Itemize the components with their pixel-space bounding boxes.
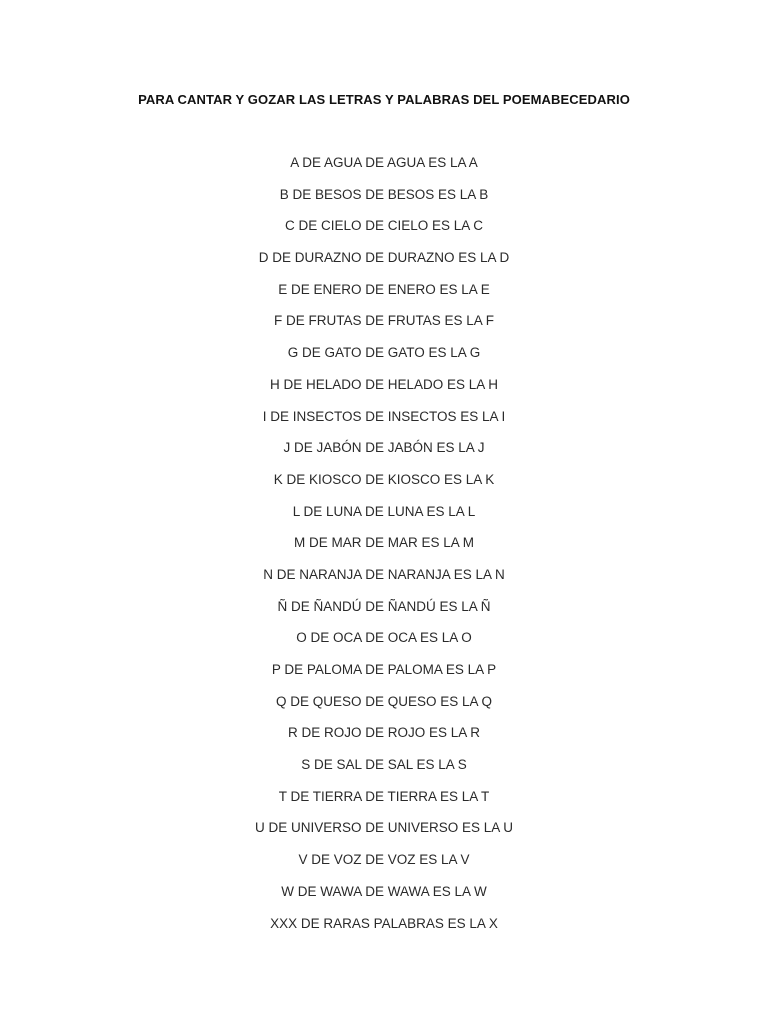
document-title: PARA CANTAR Y GOZAR LAS LETRAS Y PALABRAS DEL POEMABECEDARIO <box>138 92 630 107</box>
verse-line: A DE AGUA DE AGUA ES LA A <box>290 155 478 170</box>
verse-line: P DE PALOMA DE PALOMA ES LA P <box>271 662 497 677</box>
verse-line: U DE UNIVERSO DE UNIVERSO ES LA U <box>254 820 514 836</box>
verse-line: O DE OCA DE OCA ES LA O <box>296 630 472 646</box>
verse-line: B DE BESOS DE BESOS ES LA B <box>279 186 489 202</box>
verse-line: E DE ENERO DE ENERO ES LA E <box>278 281 490 297</box>
verse-line: N DE NARANJA DE NARANJA ES LA N <box>263 566 505 582</box>
verse-line: G DE GATO DE GATO ES LA G <box>287 345 481 361</box>
verse-line: S DE SAL DE SAL ES LA S <box>301 757 467 773</box>
verse-line: Q DE QUESO DE QUESO ES LA Q <box>275 693 493 709</box>
verse-line: L DE LUNA DE LUNA ES LA L <box>292 503 476 519</box>
verse-line: XXX DE RARAS PALABRAS ES LA X <box>270 915 498 931</box>
verse-line: T DE TIERRA DE TIERRA ES LA T <box>278 788 490 804</box>
verse-line: M DE MAR DE MAR ES LA M <box>293 535 475 551</box>
verse-line: V DE VOZ DE VOZ ES LA V <box>298 852 470 868</box>
verse-line: K DE KIOSCO DE KIOSCO ES LA K <box>273 471 495 487</box>
verse-line: W DE WAWA DE WAWA ES LA W <box>281 883 487 899</box>
verse-line: Ñ DE ÑANDÚ DE ÑANDÚ ES LA Ñ <box>277 598 491 614</box>
verse-line: F DE FRUTAS DE FRUTAS ES LA F <box>273 313 495 329</box>
verse-line: C DE CIELO DE CIELO ES LA C <box>284 218 484 234</box>
verse-line: D DE DURAZNO DE DURAZNO ES LA D <box>258 250 510 266</box>
verse-line: J DE JABÓN DE JABÓN ES LA J <box>283 440 485 456</box>
verse-list <box>0 154 768 946</box>
verse-line: H DE HELADO DE HELADO ES LA H <box>269 376 499 392</box>
verse-line: I DE INSECTOS DE INSECTOS ES LA I <box>262 408 506 424</box>
verse-line: R DE ROJO DE ROJO ES LA R <box>287 725 481 741</box>
